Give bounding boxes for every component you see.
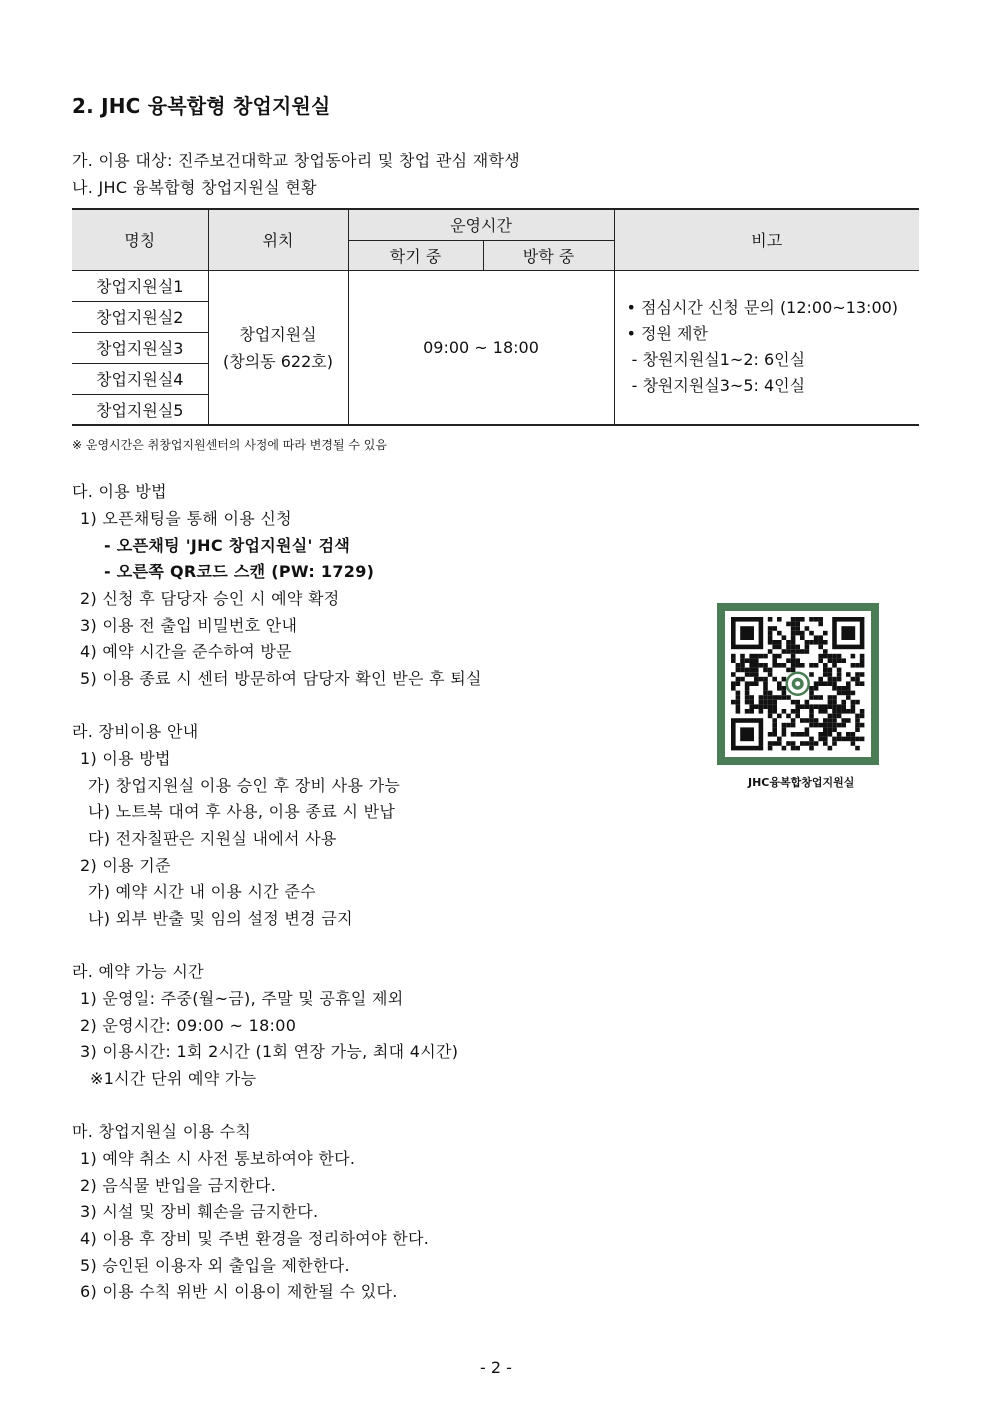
page-number: - 2 -: [480, 1358, 512, 1377]
location-line2: (창의동 622호): [223, 352, 333, 372]
reservation-heading: 라. 예약 가능 시간: [72, 962, 204, 981]
rules-heading: 마. 창업지원실 이용 수칙: [72, 1122, 252, 1141]
room-name: 창업지원실3: [72, 332, 208, 363]
usage-item: 2) 신청 후 담당자 승인 시 예약 확정: [80, 589, 340, 608]
equipment-heading: 라. 장비이용 안내: [72, 722, 199, 741]
usage-item: 4) 예약 시간을 준수하여 방문: [80, 642, 292, 661]
usage-item: 3) 이용 전 출입 비밀번호 안내: [80, 616, 298, 635]
room-name: 창업지원실2: [72, 301, 208, 332]
equipment-item: 나) 노트북 대여 후 사용, 이용 종료 시 반납: [88, 802, 396, 821]
usage-item: - 오른쪽 QR코드 스캔 (PW: 1729): [104, 562, 375, 581]
header-hours: 운영시간: [348, 209, 614, 240]
rule-item: 4) 이용 후 장비 및 주변 환경을 정리하여야 한다.: [80, 1229, 430, 1248]
equipment-item: 1) 이용 방법: [80, 749, 171, 768]
header-remarks: 비고: [614, 209, 919, 270]
room-name: 창업지원실5: [72, 394, 208, 425]
qr-code[interactable]: [717, 603, 879, 765]
rule-item: 3) 시설 및 장비 훼손을 금지한다.: [80, 1202, 319, 1221]
header-semester: 학기 중: [348, 240, 483, 270]
rule-item: 6) 이용 수칙 위반 시 이용이 제한될 수 있다.: [80, 1282, 398, 1301]
room-location: [208, 270, 348, 425]
usage-item: 1) 오픈채팅을 통해 이용 신청: [80, 509, 292, 528]
rule-item: 5) 승인된 이용자 외 출입을 제한한다.: [80, 1256, 350, 1275]
reservation-item: 2) 운영시간: 09:00 ~ 18:00: [80, 1016, 297, 1035]
rule-item: 2) 음식물 반입을 금지한다.: [80, 1176, 277, 1195]
rooms-table: [72, 208, 919, 426]
room-name: 창업지원실1: [72, 270, 208, 301]
usage-item: - 오픈채팅 'JHC 창업지원실' 검색: [104, 536, 351, 555]
qr-caption: JHC융복합창업지원실: [748, 776, 855, 789]
header-vacation: 방학 중: [483, 240, 614, 270]
header-location: 위치: [208, 209, 348, 270]
rule-item: 1) 예약 취소 시 사전 통보하여야 한다.: [80, 1149, 356, 1168]
page-title: 2. JHC 융복합형 창업지원실: [72, 94, 331, 118]
table-note: ※ 운영시간은 취창업지원센터의 사정에 따라 변경될 수 있음: [72, 438, 387, 452]
remark-line: • 점심시간 신청 문의 (12:00~13:00): [626, 298, 899, 318]
reservation-item: 1) 운영일: 주중(월~금), 주말 및 공휴일 제외: [80, 989, 404, 1008]
location-line1: 창업지원실: [239, 325, 317, 345]
remark-line: - 창원지원실1~2: 6인실: [626, 350, 806, 370]
usage-heading: 다. 이용 방법: [72, 482, 167, 501]
remark-line: • 정원 제한: [626, 324, 708, 344]
reservation-item: 3) 이용시간: 1회 2시간 (1회 연장 가능, 최대 4시간): [80, 1042, 459, 1061]
equipment-item: 나) 외부 반출 및 임의 설정 변경 금지: [88, 909, 353, 928]
qr-code-image: [725, 611, 871, 757]
hours-value: 09:00 ~ 18:00: [348, 270, 614, 425]
status-heading: 나. JHC 융복합형 창업지원실 현황: [72, 178, 317, 197]
remarks-cell: [614, 270, 919, 425]
equipment-item: 2) 이용 기준: [80, 856, 171, 875]
qr-code-pattern: [725, 611, 871, 757]
reservation-item: ※1시간 단위 예약 가능: [90, 1069, 257, 1088]
equipment-item: 가) 창업지원실 이용 승인 후 장비 사용 가능: [88, 776, 401, 795]
equipment-item: 다) 전자칠판은 지원실 내에서 사용: [88, 829, 337, 848]
remark-line: - 창원지원실3~5: 4인실: [626, 376, 806, 396]
target-users: 가. 이용 대상: 진주보건대학교 창업동아리 및 창업 관심 재학생: [72, 151, 521, 170]
usage-item: 5) 이용 종료 시 센터 방문하여 담당자 확인 받은 후 퇴실: [80, 669, 482, 688]
room-name: 창업지원실4: [72, 363, 208, 394]
equipment-item: 가) 예약 시간 내 이용 시간 준수: [88, 882, 316, 901]
header-name: 명칭: [72, 209, 208, 270]
